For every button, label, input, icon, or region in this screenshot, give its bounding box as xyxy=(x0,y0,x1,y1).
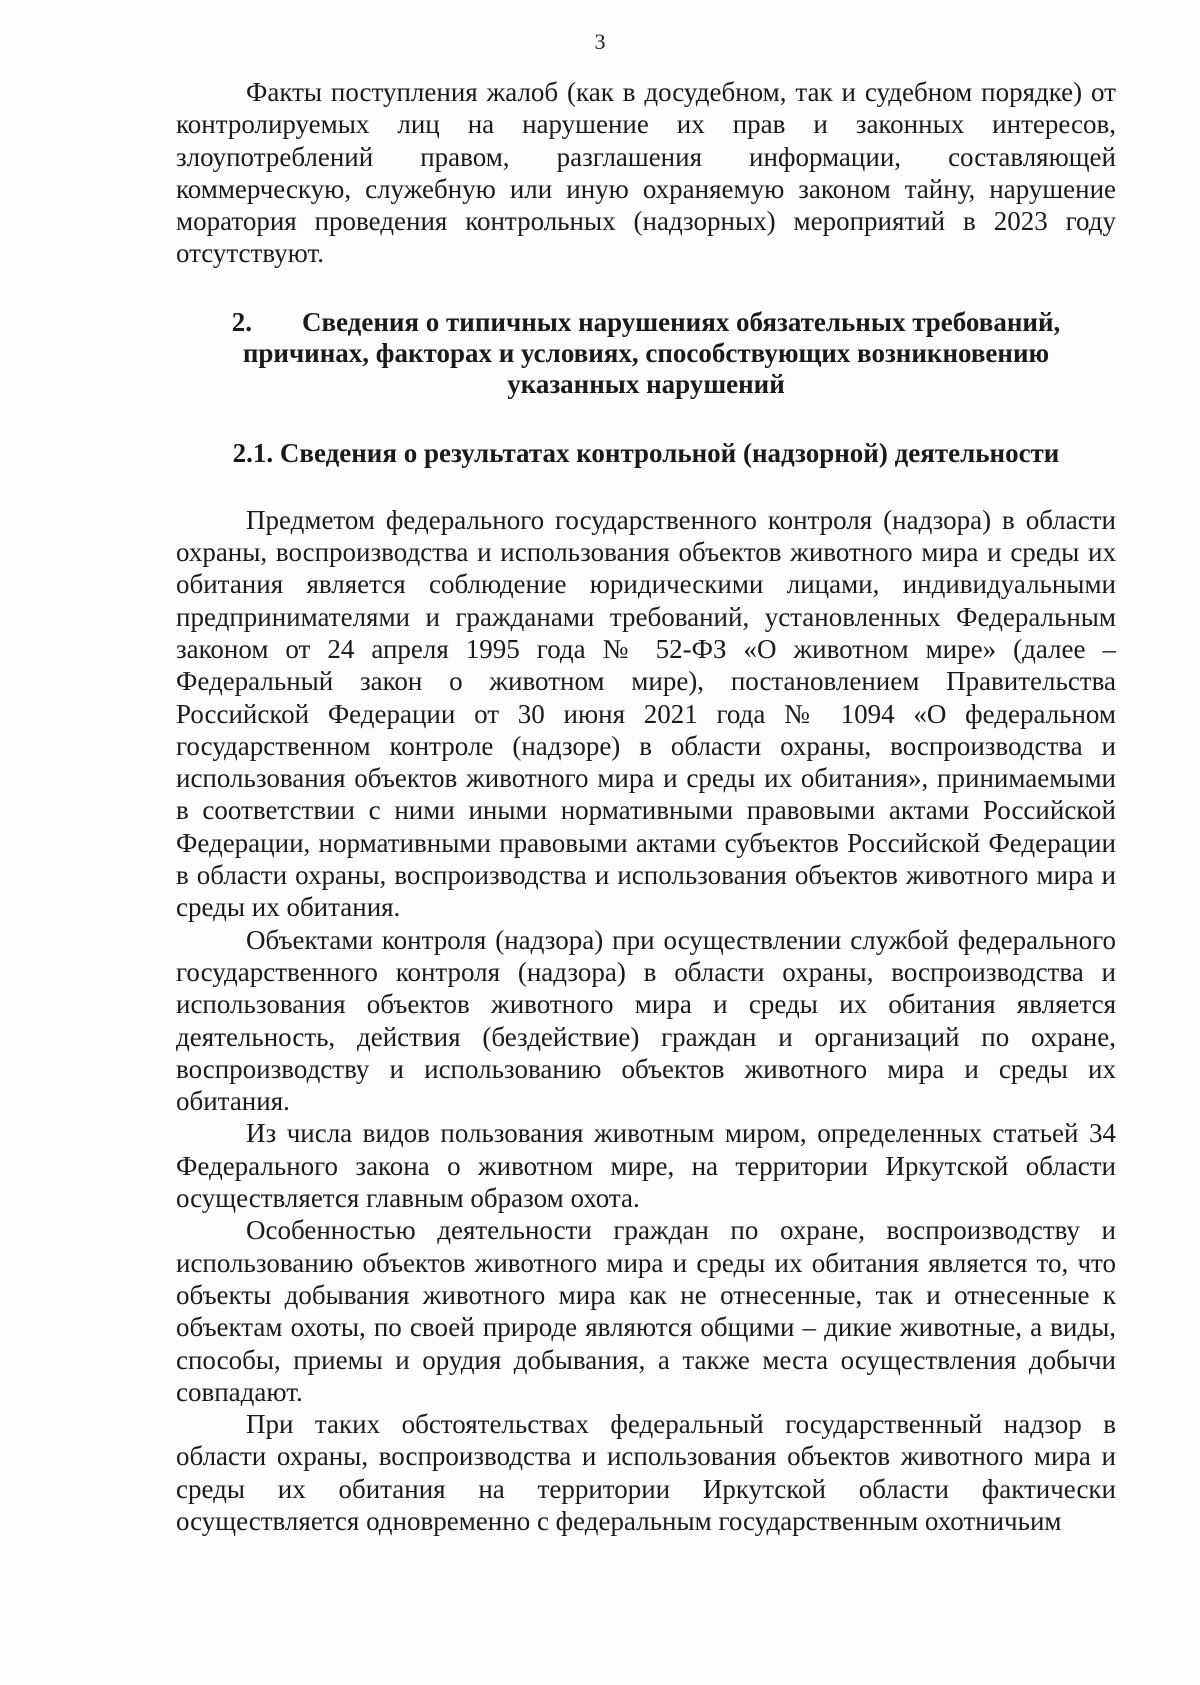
page-number: 3 xyxy=(594,29,606,54)
paragraph-types-of-use: Из числа видов пользования животным миром, определенных статьей 34 Федерального закона о животном мире, на территории Иркутской области осуществляется главным образом охота. xyxy=(176,1118,1116,1214)
body-paragraphs xyxy=(176,504,1116,1538)
paragraph-activity-features: Особенностью деятельности граждан по охране, воспроизводству и использованию объектов животного мира и среды их обитания является то, что объекты добывания животного мира как не отнесенные, так и отнесенные к объектам охоты, по своей природе являются общими – дикие животные, а виды, способы, приемы и орудия добывания, а также места осуществления добычи совпадают. xyxy=(176,1215,1116,1407)
section-heading xyxy=(176,307,1116,400)
subsection-heading: 2.1. Сведения о результатах контрольной (надзорной) деятельности xyxy=(232,437,1060,468)
intro-paragraph: Факты поступления жалоб (как в досудебном, так и судебном порядке) от контролируемых лиц на нарушение их прав и законных интересов, злоупотреблений правом, разглашения информации, составляющей коммерческую, служебную или иную охраняемую законом тайну, нарушение моратория проведения контрольных (надзорных) мероприятий в 2023 году отсутствуют. xyxy=(176,77,1116,269)
section-title: Сведения о типичных нарушениях обязательных требований, причинах, факторах и условиях, способствующих возникновению указанных нарушений xyxy=(242,306,1061,399)
section-number: 2. xyxy=(231,306,252,337)
paragraph-subject-of-control: Предметом федерального государственного контроля (надзора) в области охраны, воспроизводства и использования объектов животного мира и среды их обитания является соблюдение юридическими лицами, индивидуальными предпринимателями и гражданами требований, установленных Федеральным законом от 24 апреля 1995 года № 52-ФЗ «О животном мире» (далее – Федеральный закон о животном мире), постановлением Правительства Российской Федерации от 30 июня 2021 года № 1094 «О федеральном государственном контроле (надзоре) в области охраны, воспроизводства и использования объектов животного мира и среды их обитания», принимаемыми в соответствии с ними иными нормативными правовыми актами Российской Федерации, нормативными правовыми актами субъектов Российской Федерации в области охраны, воспроизводства и использования объектов животного мира и среды их обитания. xyxy=(176,504,1116,923)
paragraph-objects-of-control: Объектами контроля (надзора) при осуществлении службой федерального государственного контроля (надзора) в области охраны, воспроизводства и использования объектов животного мира и среды их обитания является деятельность, действия (бездействие) граждан и организаций по охране, воспроизводству и использованию объектов животного мира и среды их обитания. xyxy=(176,924,1116,1117)
paragraph-circumstances: При таких обстоятельствах федеральный государственный надзор в области охраны, воспроизводства и использования объектов животного мира и среды их обитания на территории Иркутской области фактически осуществляется одновременно с федеральным государственным охотничьим xyxy=(176,1409,1116,1536)
document-body xyxy=(176,76,1116,1537)
